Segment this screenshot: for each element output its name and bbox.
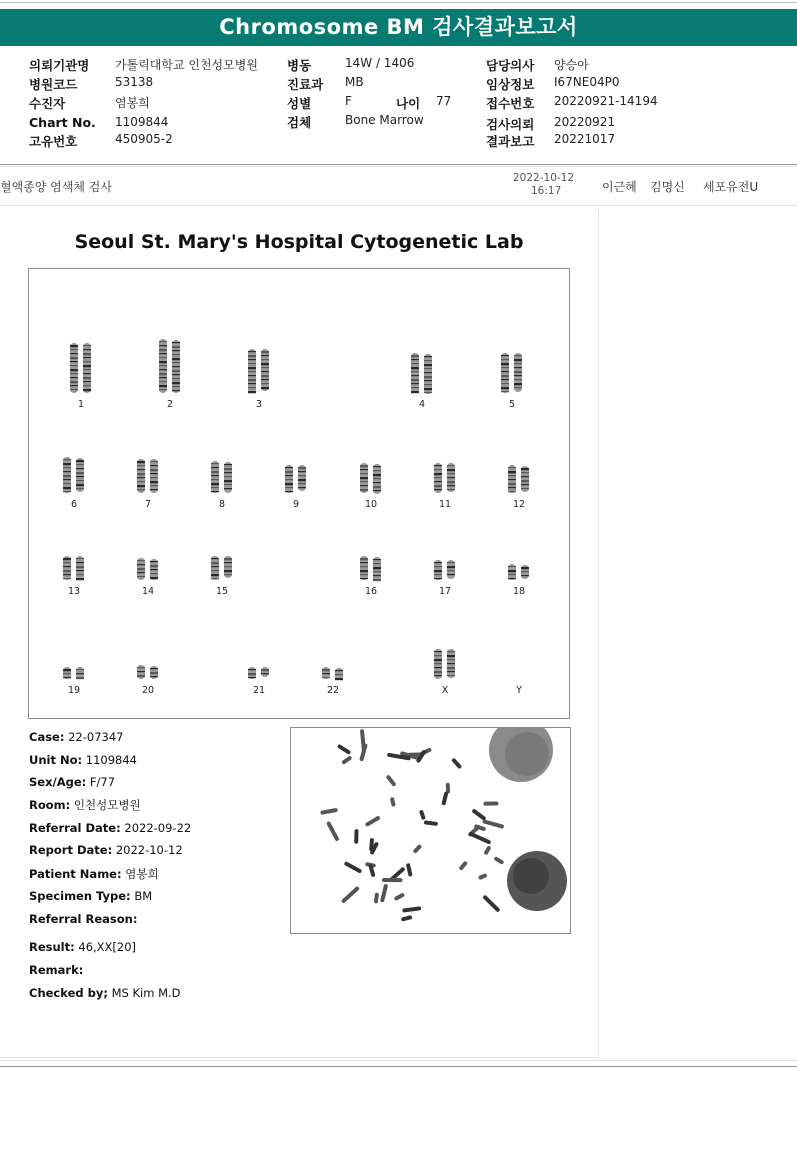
chromosome-label-18: 18 bbox=[512, 586, 526, 597]
chromosome-label-21: 21 bbox=[252, 685, 266, 696]
metaphase-chromosome bbox=[337, 744, 351, 755]
metaphase-chromosome bbox=[390, 797, 396, 807]
chromosome-label-11: 11 bbox=[438, 499, 452, 510]
metaphase-chromosome bbox=[483, 845, 491, 855]
chromosome-pair-8 bbox=[211, 461, 232, 493]
chromosome-label-10: 10 bbox=[364, 499, 378, 510]
meta-person-2: 김명신 bbox=[650, 180, 685, 194]
metaphase-chromosome bbox=[394, 892, 405, 901]
chromosome-pair-20 bbox=[137, 665, 158, 679]
chromosome-pair-3 bbox=[248, 349, 269, 393]
chromosome-label-9: 9 bbox=[292, 499, 300, 510]
metaphase-chromosome bbox=[408, 752, 421, 756]
metaphase-chromosome bbox=[401, 915, 413, 922]
metaphase-chromosome bbox=[468, 831, 491, 844]
chromosome-pair-12 bbox=[508, 465, 529, 493]
metaphase-chromosome bbox=[382, 878, 403, 882]
value-patient: 염봉희 bbox=[115, 96, 150, 110]
metaphase-chromosome bbox=[406, 863, 413, 877]
chromosome-pair-9 bbox=[285, 465, 306, 493]
detail-patient-name: Patient Name: 염봉희 bbox=[29, 867, 159, 881]
divider bbox=[0, 166, 797, 167]
chromosome-pair-X bbox=[434, 649, 455, 679]
report-title: Chromosome BM 검사결과보고서 bbox=[0, 9, 797, 46]
chromosome-pair-13 bbox=[63, 556, 84, 580]
chromosome-pair-17 bbox=[434, 560, 455, 580]
chromosome-label-8: 8 bbox=[218, 499, 226, 510]
detail-sex-age: Sex/Age: F/77 bbox=[29, 775, 116, 789]
chromosome-pair-2 bbox=[159, 339, 180, 393]
meta-dept: 세포유전U bbox=[703, 180, 759, 194]
chromosome-label-15: 15 bbox=[215, 586, 229, 597]
divider bbox=[0, 1066, 797, 1067]
value-sex: F bbox=[345, 94, 352, 108]
chromosome-label-19: 19 bbox=[67, 685, 81, 696]
chromosome-pair-16 bbox=[360, 556, 381, 581]
chromosome-label-14: 14 bbox=[141, 586, 155, 597]
label-ward: 병동 bbox=[287, 58, 312, 73]
lab-title: Seoul St. Mary's Hospital Cytogenetic Lab bbox=[74, 231, 524, 253]
chromosome-pair-19 bbox=[63, 667, 84, 679]
metaphase-chromosome bbox=[402, 906, 421, 912]
label-sex: 성별 bbox=[287, 96, 312, 111]
divider bbox=[0, 1060, 797, 1061]
value-chart-no: 1109844 bbox=[115, 115, 169, 129]
metaphase-chromosome bbox=[493, 856, 504, 865]
karyotype-image bbox=[29, 269, 569, 718]
value-doctor: 양승아 bbox=[554, 58, 589, 72]
metaphase-chromosome bbox=[344, 861, 363, 874]
label-institution: 의뢰기관명 bbox=[29, 58, 90, 73]
label-unique-no: 고유번호 bbox=[29, 134, 78, 149]
chromosome-label-4: 4 bbox=[418, 399, 426, 410]
label-age: 나이 bbox=[396, 96, 421, 111]
metaphase-chromosome bbox=[354, 829, 358, 844]
label-department: 진료과 bbox=[287, 77, 324, 92]
chromosome-label-17: 17 bbox=[438, 586, 452, 597]
chromosome-pair-22 bbox=[322, 667, 343, 680]
detail-checked-by: Checked by; MS Kim M.D bbox=[29, 986, 181, 1000]
value-institution: 가톨릭대학교 인천성모병원 bbox=[115, 58, 258, 72]
chromosome-pair-4 bbox=[411, 353, 432, 394]
metaphase-chromosome bbox=[471, 808, 486, 821]
value-hospital-code: 53138 bbox=[115, 75, 154, 89]
label-doctor: 담당의사 bbox=[486, 58, 535, 73]
chromosome-label-12: 12 bbox=[512, 499, 526, 510]
value-department: MB bbox=[345, 75, 364, 89]
metaphase-chromosome bbox=[451, 758, 462, 770]
detail-case: Case: 22-07347 bbox=[29, 730, 124, 744]
chromosome-pair-7 bbox=[137, 459, 158, 493]
meta-person-1: 이근혜 bbox=[602, 180, 637, 194]
metaphase-chromosome bbox=[413, 844, 423, 854]
metaphase-chromosome bbox=[482, 895, 500, 913]
label-clinical-info: 임상정보 bbox=[486, 77, 535, 92]
chromosome-label-Y: Y bbox=[516, 685, 522, 696]
metaphase-chromosome bbox=[482, 819, 504, 829]
detail-room: Room: 인천성모병원 bbox=[29, 798, 141, 812]
metaphase-chromosome bbox=[424, 820, 438, 826]
chromosome-label-22: 22 bbox=[326, 685, 340, 696]
chromosome-pair-21 bbox=[248, 667, 269, 679]
metaphase-chromosome bbox=[359, 743, 368, 761]
label-chart-no: Chart No. bbox=[29, 115, 96, 130]
chromosome-pair-18 bbox=[508, 564, 529, 580]
metaphase-chromosome bbox=[483, 801, 498, 805]
chromosome-label-5: 5 bbox=[508, 399, 516, 410]
metaphase-chromosome bbox=[374, 892, 379, 903]
label-request-date: 검사의뢰 bbox=[486, 117, 535, 132]
chromosome-label-3: 3 bbox=[255, 399, 263, 410]
detail-report-date: Report Date: 2022-10-12 bbox=[29, 843, 183, 857]
chromosome-label-20: 20 bbox=[141, 685, 155, 696]
metaphase-chromosome bbox=[386, 774, 397, 787]
chromosome-label-2: 2 bbox=[166, 399, 174, 410]
value-unique-no: 450905-2 bbox=[115, 132, 173, 146]
chromosome-label-16: 16 bbox=[364, 586, 378, 597]
divider bbox=[0, 164, 797, 165]
chromosome-label-6: 6 bbox=[70, 499, 78, 510]
detail-result: Result: 46,XX[20] bbox=[29, 940, 137, 954]
metaphase-image bbox=[290, 727, 571, 934]
metaphase-chromosome bbox=[419, 809, 426, 820]
detail-remark: Remark: bbox=[29, 963, 84, 977]
chromosome-pair-6 bbox=[63, 457, 84, 493]
label-hospital-code: 병원코드 bbox=[29, 77, 78, 92]
label-report-date: 결과보고 bbox=[486, 134, 535, 149]
metaphase-chromosome bbox=[341, 755, 352, 765]
chromosome-pair-1 bbox=[70, 343, 91, 393]
label-patient: 수진자 bbox=[29, 96, 66, 111]
value-report-date: 20221017 bbox=[554, 132, 616, 146]
metaphase-chromosome bbox=[341, 886, 360, 904]
metaphase-chromosome bbox=[478, 873, 488, 880]
patient-info-section bbox=[0, 46, 797, 164]
value-specimen: Bone Marrow bbox=[345, 113, 424, 127]
label-specimen: 검체 bbox=[287, 115, 312, 130]
metaphase-chromosome bbox=[380, 884, 388, 903]
chromosome-pair-10 bbox=[360, 463, 381, 494]
chromosome-pair-14 bbox=[137, 558, 158, 580]
detail-specimen-type: Specimen Type: BM bbox=[29, 889, 153, 903]
value-ward: 14W / 1406 bbox=[345, 56, 415, 70]
test-name: 혈액종양 염색체 검사 bbox=[0, 180, 112, 194]
test-meta-row bbox=[0, 168, 797, 204]
top-rule bbox=[0, 2, 797, 3]
metaphase-chromosome bbox=[326, 821, 340, 842]
label-receipt-no: 접수번호 bbox=[486, 96, 535, 111]
metaphase-chromosome bbox=[458, 861, 468, 871]
detail-unit-no: Unit No: 1109844 bbox=[29, 753, 137, 767]
value-age: 77 bbox=[436, 94, 452, 108]
metaphase-spread bbox=[291, 728, 570, 933]
metaphase-chromosome bbox=[320, 808, 338, 815]
chromosome-pair-15 bbox=[211, 556, 232, 580]
value-clinical-info: I67NE04P0 bbox=[554, 75, 620, 89]
detail-referral-date: Referral Date: 2022-09-22 bbox=[29, 821, 192, 835]
divider bbox=[0, 205, 797, 206]
meta-time: 16:17 bbox=[531, 185, 562, 197]
detail-referral-reason: Referral Reason: bbox=[29, 912, 138, 926]
chromosome-label-1: 1 bbox=[77, 399, 85, 410]
value-receipt-no: 20220921-14194 bbox=[554, 94, 658, 108]
chromosome-pair-5 bbox=[501, 353, 522, 393]
value-request-date: 20220921 bbox=[554, 115, 616, 129]
meta-date: 2022-10-12 bbox=[513, 172, 575, 184]
report-image-panel bbox=[0, 211, 599, 1058]
chromosome-label-7: 7 bbox=[144, 499, 152, 510]
chromosome-label-X: X bbox=[441, 685, 449, 696]
chromosome-pair-11 bbox=[434, 463, 455, 493]
karyotype-panel bbox=[28, 268, 570, 719]
metaphase-chromosome bbox=[365, 815, 381, 827]
chromosome-label-13: 13 bbox=[67, 586, 81, 597]
metaphase-chromosome bbox=[441, 791, 448, 805]
